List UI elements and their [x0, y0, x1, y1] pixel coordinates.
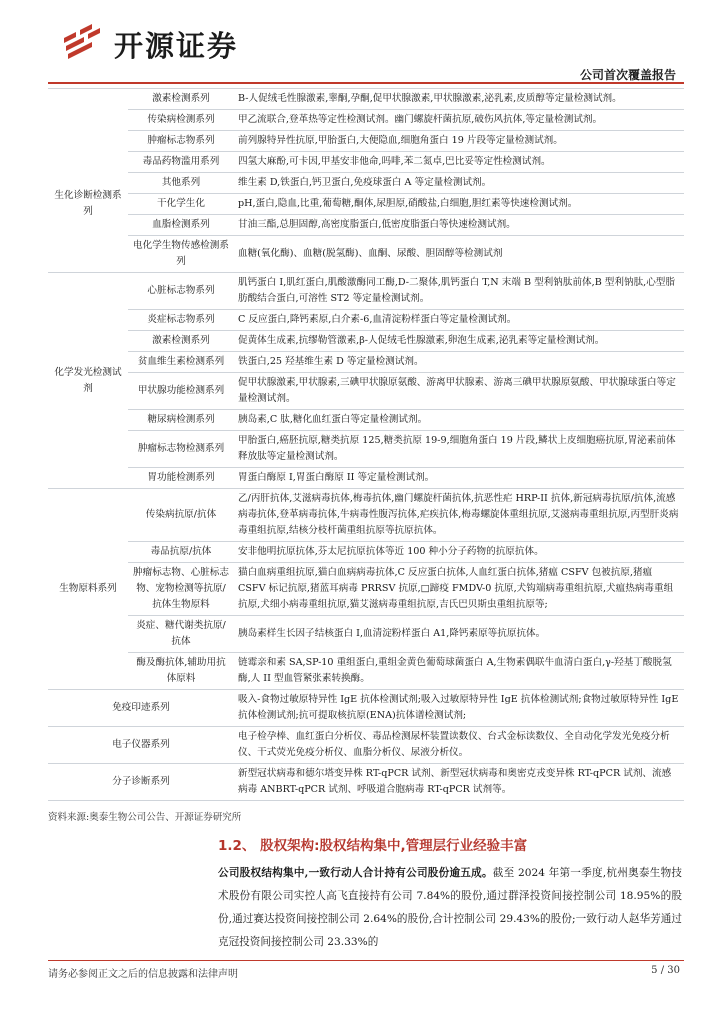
subcategory-cell: 电化学生物传感检测系列 [128, 236, 234, 273]
subcategory-cell: 毒品抗原/抗体 [128, 542, 234, 563]
table-row [48, 653, 684, 690]
table-row [48, 194, 684, 215]
subcategory-cell: 酶及酶抗体,辅助用抗体原料 [128, 653, 234, 690]
table-row [48, 152, 684, 173]
table-row [48, 310, 684, 331]
product-items-cell: 胰岛素,C 肽,糖化血红蛋白等定量检测试剂。 [234, 410, 684, 431]
table-row [48, 131, 684, 152]
subcategory-cell: 血脂检测系列 [128, 215, 234, 236]
table-row [48, 489, 684, 542]
subcategory-cell: 炎症、糖代谢类抗原/抗体 [128, 616, 234, 653]
footer-disclaimer: 请务必参阅正文之后的信息披露和法律声明 [48, 969, 238, 980]
table-row [48, 352, 684, 373]
category-cell: 化学发光检测试剂 [48, 273, 128, 489]
subcategory-cell: 心脏标志物系列 [128, 273, 234, 310]
product-items-cell: 甲乙流联合,登革热等定性检测试剂。幽门螺旋杆菌抗原,破伤风抗体,等定量检测试剂。 [234, 110, 684, 131]
product-catalog-table [48, 88, 684, 801]
subcategory-cell: 传染病检测系列 [128, 110, 234, 131]
table-row [48, 236, 684, 273]
category-cell: 电子仪器系列 [48, 727, 234, 764]
subcategory-cell: 甲状腺功能检测系列 [128, 373, 234, 410]
product-items-cell: 甘油三酯,总胆固醇,高密度脂蛋白,低密度脂蛋白等快速检测试剂。 [234, 215, 684, 236]
subcategory-cell: 糖尿病检测系列 [128, 410, 234, 431]
paragraph-body: 截至 2024 年第一季度,杭州奥泰生物技术股份有限公司实控人高飞直接持有公司 7.84%的股份,通过群泽投资间接控制公司 18.95%的股份,通过赛达投资间接控制公司 2.64%的股份,合计控制公司 29.43%的股份;一致行动人赵华芳通过克冠投资间接控制公司 23.33%的 [218, 867, 683, 948]
table-source-note: 资料来源:奥泰生物公司公告、开源证券研究所 [48, 812, 242, 823]
subcategory-cell: 干化学生化 [128, 194, 234, 215]
category-cell: 分子诊断系列 [48, 764, 234, 801]
report-type-label: 公司首次覆盖报告 [579, 68, 676, 82]
product-items-cell: 电子检孕棒、血红蛋白分析仪、毒品检测尿杯装置读数仪、台式金标读数仪、全自动化学发光免疫分析仪、干式荧光免疫分析仪、血脂分析仪、尿液分析仪。 [234, 727, 684, 764]
header-divider [48, 82, 684, 84]
subcategory-cell: 激素检测系列 [128, 331, 234, 352]
table-row [48, 468, 684, 489]
table-row [48, 764, 684, 801]
table-row [48, 410, 684, 431]
category-cell: 免疫印迹系列 [48, 690, 234, 727]
product-items-cell: 四氢大麻酚,可卡因,甲基安非他命,吗啡,苯二氮卓,巴比妥等定性检测试剂。 [234, 152, 684, 173]
logo-wordmark: 开源证券 [114, 29, 239, 63]
table-row [48, 173, 684, 194]
product-items-cell: C 反应蛋白,降钙素原,白介素-6,血清淀粉样蛋白等定量检测试剂。 [234, 310, 684, 331]
subcategory-cell: 其他系列 [128, 173, 234, 194]
product-items-cell: 促甲状腺激素,甲状腺素,三碘甲状腺原氨酸、游离甲状腺素、游离三碘甲状腺原氨酸、甲状腺球蛋白等定量检测试剂。 [234, 373, 684, 410]
table-row [48, 331, 684, 352]
section-title: 1.2、 股权架构:股权结构集中,管理层行业经验丰富 [218, 838, 528, 854]
table-row [48, 727, 684, 764]
product-items-cell: 促黄体生成素,抗缪勒管激素,β-人促绒毛性腺激素,卵泡生成素,泌乳素等定量检测试剂。 [234, 331, 684, 352]
subcategory-cell: 激素检测系列 [128, 89, 234, 110]
subcategory-cell: 肿瘤标志物系列 [128, 131, 234, 152]
product-items-cell: pH,蛋白,隐血,比重,葡萄糖,酮体,尿胆原,硝酸盐,白细胞,胆红素等快速检测试剂。 [234, 194, 684, 215]
product-items-cell: 胰岛素样生长因子结核蛋白 I,血清淀粉样蛋白 A1,降钙素原等抗原抗体。 [234, 616, 684, 653]
product-items-cell: 新型冠状病毒和德尔塔变异株 RT-qPCR 试剂、新型冠状病毒和奥密克戎变异株 RT-qPCR 试剂、流感病毒 ANBRT-qPCR 试剂、呼吸道合胞病毒 RT-qPCR 试剂等。 [234, 764, 684, 801]
body-paragraph [218, 862, 682, 954]
product-items-cell: 吸入-食物过敏原特异性 IgE 抗体检测试剂;吸入过敏原特异性 IgE 抗体检测试剂;食物过敏原特异性 IgE 抗体检测试剂;抗可提取核抗原(ENA)抗体谱检测试剂; [234, 690, 684, 727]
footer-divider [48, 960, 684, 961]
table-row [48, 616, 684, 653]
product-items-cell: 血糖(氧化酶)、血糖(脱氢酶)、血酮、尿酸、胆固醇等检测试剂 [234, 236, 684, 273]
product-items-cell: 安非他明抗原抗体,芬太尼抗原抗体等近 100 种小分子药物的抗原抗体。 [234, 542, 684, 563]
category-cell: 生化诊断检测系列 [48, 89, 128, 273]
product-items-cell: 链霉亲和素 SA,SP-10 重组蛋白,重组金黄色葡萄球菌蛋白 A,生物素偶联牛血清白蛋白,γ-羟基丁酸脱氢酶,人 II 型血管紧张素转换酶。 [234, 653, 684, 690]
subcategory-cell: 传染病抗原/抗体 [128, 489, 234, 542]
table-row [48, 690, 684, 727]
product-items-cell: 维生素 D,铁蛋白,钙卫蛋白,免疫球蛋白 A 等定量检测试剂。 [234, 173, 684, 194]
page-number: 5 / 30 [651, 965, 680, 976]
table-row [48, 373, 684, 410]
product-items-cell: 胃蛋白酶原 I,胃蛋白酶原 II 等定量检测试剂。 [234, 468, 684, 489]
paragraph-lead: 公司股权结构集中,一致行动人合计持有公司股份逾五成。 [218, 867, 493, 879]
table-row [48, 542, 684, 563]
product-items-cell: B-人促绒毛性腺激素,睾酮,孕酮,促甲状腺激素,甲状腺激素,泌乳素,皮质醇等定量检测试剂。 [234, 89, 684, 110]
product-items-cell: 前列腺特异性抗原,甲胎蛋白,大便隐血,细胞角蛋白 19 片段等定量检测试剂。 [234, 131, 684, 152]
table-row [48, 215, 684, 236]
report-header [48, 14, 680, 84]
product-items-cell: 猫白血病重组抗原,猫白血病病毒抗体,C 反应蛋白抗体,人血红蛋白抗体,猪瘟 CSFV 包被抗原,猪瘟 CSFV 标记抗原,猪蓝耳病毒 PRRSV 抗原,□蹄疫 FMDV-0 抗原,犬钩端病毒重组抗原,犬瘟热病毒重组抗原,犬细小病毒重组抗原,猫艾滋病毒重组抗原,吉氏巴贝斯虫重组抗原等; [234, 563, 684, 616]
table-row [48, 431, 684, 468]
category-cell: 生物原料系列 [48, 489, 128, 690]
product-items-cell: 铁蛋白,25 羟基维生素 D 等定量检测试剂。 [234, 352, 684, 373]
subcategory-cell: 胃功能检测系列 [128, 468, 234, 489]
table-row [48, 89, 684, 110]
product-items-cell: 肌钙蛋白 I,肌红蛋白,肌酸激酶同工酶,D-二聚体,肌钙蛋白 T,N 末端 B 型利钠肽前体,B 型利钠肽,心型脂肪酸结合蛋白,可溶性 ST2 等定量检测试剂。 [234, 273, 684, 310]
product-items-cell: 甲胎蛋白,癌胚抗原,糖类抗原 125,糖类抗原 19-9,细胞角蛋白 19 片段,鳞状上皮细胞癌抗原,胃泌素前体释放肽等定量检测试剂。 [234, 431, 684, 468]
table-row [48, 273, 684, 310]
subcategory-cell: 毒品药物滥用系列 [128, 152, 234, 173]
subcategory-cell: 贫血维生素检测系列 [128, 352, 234, 373]
subcategory-cell: 肿瘤标志物、心脏标志物、宠物检测等抗原/抗体生物原料 [128, 563, 234, 616]
kaiyuan-logo-icon [62, 24, 108, 64]
product-items-cell: 乙/丙肝抗体,艾滋病毒抗体,梅毒抗体,幽门螺旋杆菌抗体,抗恶性疟 HRP-II 抗体,新冠病毒抗原/抗体,流感病毒抗体,登革病毒抗体,牛病毒性腹泻抗体,疟疾抗体,梅毒螺旋体重组抗原,艾滋病毒重组抗原,丙型肝炎病毒重组抗原,结核分枝杆菌重组抗原等抗原抗体。 [234, 489, 684, 542]
subcategory-cell: 炎症标志物系列 [128, 310, 234, 331]
table-row [48, 110, 684, 131]
subcategory-cell: 肿瘤标志物检测系列 [128, 431, 234, 468]
table-row [48, 563, 684, 616]
